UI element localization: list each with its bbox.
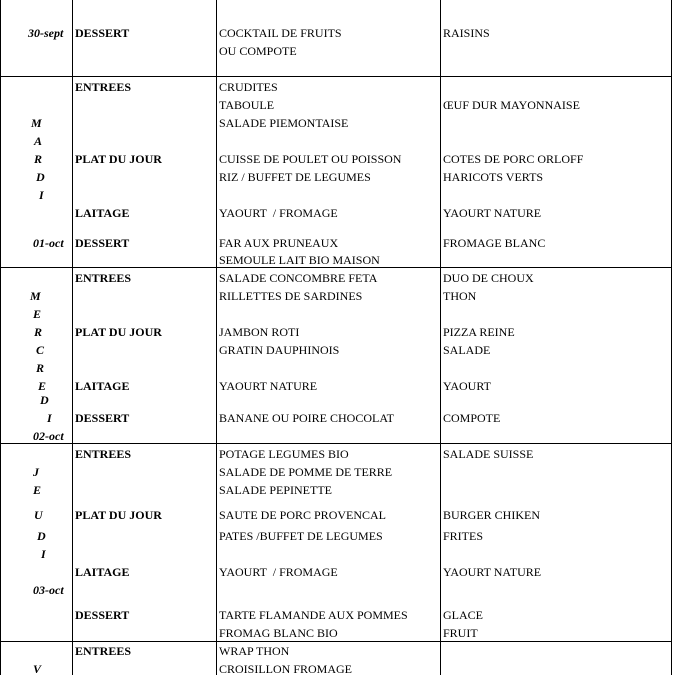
grid-line-left xyxy=(0,0,1,675)
menu-item: SALADE DE POMME DE TERRE xyxy=(219,465,393,479)
course-label-dessert: DESSERT xyxy=(75,26,130,40)
menu-item: SALADE CONCOMBRE FETA xyxy=(219,271,378,285)
menu-item: FROMAGE BLANC xyxy=(443,236,546,250)
date-label: 01-oct xyxy=(33,236,64,250)
menu-item: YAOURT NATURE xyxy=(219,379,318,393)
clipped-header xyxy=(75,0,78,5)
menu-item: YAOURT / FROMAGE xyxy=(219,206,338,220)
menu-item: CROISILLON FROMAGE xyxy=(219,662,353,676)
day-letter: D xyxy=(40,393,49,407)
day-letter: A xyxy=(34,134,43,148)
menu-item: OU COMPOTE xyxy=(219,44,297,58)
course-label-laitage: LAITAGE xyxy=(75,379,130,393)
menu-item: PIZZA REINE xyxy=(443,325,515,339)
course-label-entrees: ENTREES xyxy=(75,644,132,658)
menu-item: YAOURT / FROMAGE xyxy=(219,565,338,579)
grid-line-right xyxy=(671,0,672,675)
row-separator xyxy=(0,641,672,642)
day-letter: E xyxy=(33,483,42,497)
menu-item: SALADE PEPINETTE xyxy=(219,483,332,497)
day-letter: V xyxy=(33,662,42,676)
course-label-dessert: DESSERT xyxy=(75,411,130,425)
course-label-plat: PLAT DU JOUR xyxy=(75,325,162,339)
menu-item: POTAGE LEGUMES BIO xyxy=(219,447,349,461)
course-label-dessert: DESSERT xyxy=(75,236,130,250)
course-label-entrees: ENTREES xyxy=(75,447,132,461)
course-label-entrees: ENTREES xyxy=(75,271,132,285)
menu-item: SALADE PIEMONTAISE xyxy=(219,116,349,130)
menu-item: THON xyxy=(443,289,477,303)
day-letter: M xyxy=(31,116,42,130)
menu-item: DUO DE CHOUX xyxy=(443,271,534,285)
day-letter: E xyxy=(33,307,42,321)
menu-item: CRUDITES xyxy=(219,80,278,94)
menu-item: YAOURT NATURE xyxy=(443,206,542,220)
grid-line-col3 xyxy=(440,0,441,675)
date-label: 30-sept xyxy=(28,26,64,40)
menu-item: YAOURT NATURE xyxy=(443,565,542,579)
day-letter: R xyxy=(36,361,45,375)
course-label-dessert: DESSERT xyxy=(75,608,130,622)
menu-item: COCKTAIL DE FRUITS xyxy=(219,26,342,40)
menu-item: CUISSE DE POULET OU POISSON xyxy=(219,152,402,166)
menu-item: BANANE OU POIRE CHOCOLAT xyxy=(219,411,395,425)
menu-item: YAOURT xyxy=(443,379,491,393)
menu-item: RAISINS xyxy=(443,26,490,40)
grid-line-col1 xyxy=(72,0,73,675)
row-separator xyxy=(0,267,672,268)
menu-item: GRATIN DAUPHINOIS xyxy=(219,343,340,357)
row-separator xyxy=(0,443,672,444)
menu-item: FAR AUX PRUNEAUX xyxy=(219,236,339,250)
day-letter: E xyxy=(38,379,47,393)
course-label-laitage: LAITAGE xyxy=(75,565,130,579)
course-label-laitage: LAITAGE xyxy=(75,206,130,220)
date-label: 03-oct xyxy=(33,583,64,597)
day-letter: M xyxy=(30,289,41,303)
menu-item: BURGER CHIKEN xyxy=(443,508,541,522)
day-letter: C xyxy=(36,343,45,357)
day-letter: I xyxy=(47,411,52,425)
menu-item: FROMAG BLANC BIO xyxy=(219,626,338,640)
menu-item: SALADE SUISSE xyxy=(443,447,534,461)
menu-item: GLACE xyxy=(443,608,483,622)
day-letter: I xyxy=(41,547,46,561)
menu-item: TABOULE xyxy=(219,98,275,112)
row-separator xyxy=(0,76,672,77)
menu-item: HARICOTS VERTS xyxy=(443,170,544,184)
menu-item: SALADE xyxy=(443,343,491,357)
menu-item: PATES /BUFFET DE LEGUMES xyxy=(219,529,383,543)
day-letter: J xyxy=(33,465,39,479)
day-letter: R xyxy=(34,325,43,339)
day-letter: U xyxy=(34,508,43,522)
menu-item: TARTE FLAMANDE AUX POMMES xyxy=(219,608,408,622)
grid-line-col2 xyxy=(216,0,217,675)
course-label-plat: PLAT DU JOUR xyxy=(75,152,162,166)
menu-item: RILLETTES DE SARDINES xyxy=(219,289,363,303)
menu-item: RIZ / BUFFET DE LEGUMES xyxy=(219,170,371,184)
course-label-plat: PLAT DU JOUR xyxy=(75,508,162,522)
day-letter: D xyxy=(36,170,45,184)
date-label: 02-oct xyxy=(33,429,64,443)
course-label-entrees: ENTREES xyxy=(75,80,132,94)
menu-item: JAMBON ROTI xyxy=(219,325,300,339)
menu-item: FRITES xyxy=(443,529,484,543)
menu-item: SEMOULE LAIT BIO MAISON xyxy=(219,253,380,267)
day-letter: I xyxy=(39,188,44,202)
menu-item: SAUTE DE PORC PROVENCAL xyxy=(219,508,387,522)
menu-item: FRUIT xyxy=(443,626,478,640)
menu-item: WRAP THON xyxy=(219,644,290,658)
day-letter: D xyxy=(37,529,46,543)
menu-item: COTES DE PORC ORLOFF xyxy=(443,152,584,166)
menu-item: COMPOTE xyxy=(443,411,501,425)
menu-item: ŒUF DUR MAYONNAISE xyxy=(443,98,580,112)
day-letter: R xyxy=(34,152,43,166)
